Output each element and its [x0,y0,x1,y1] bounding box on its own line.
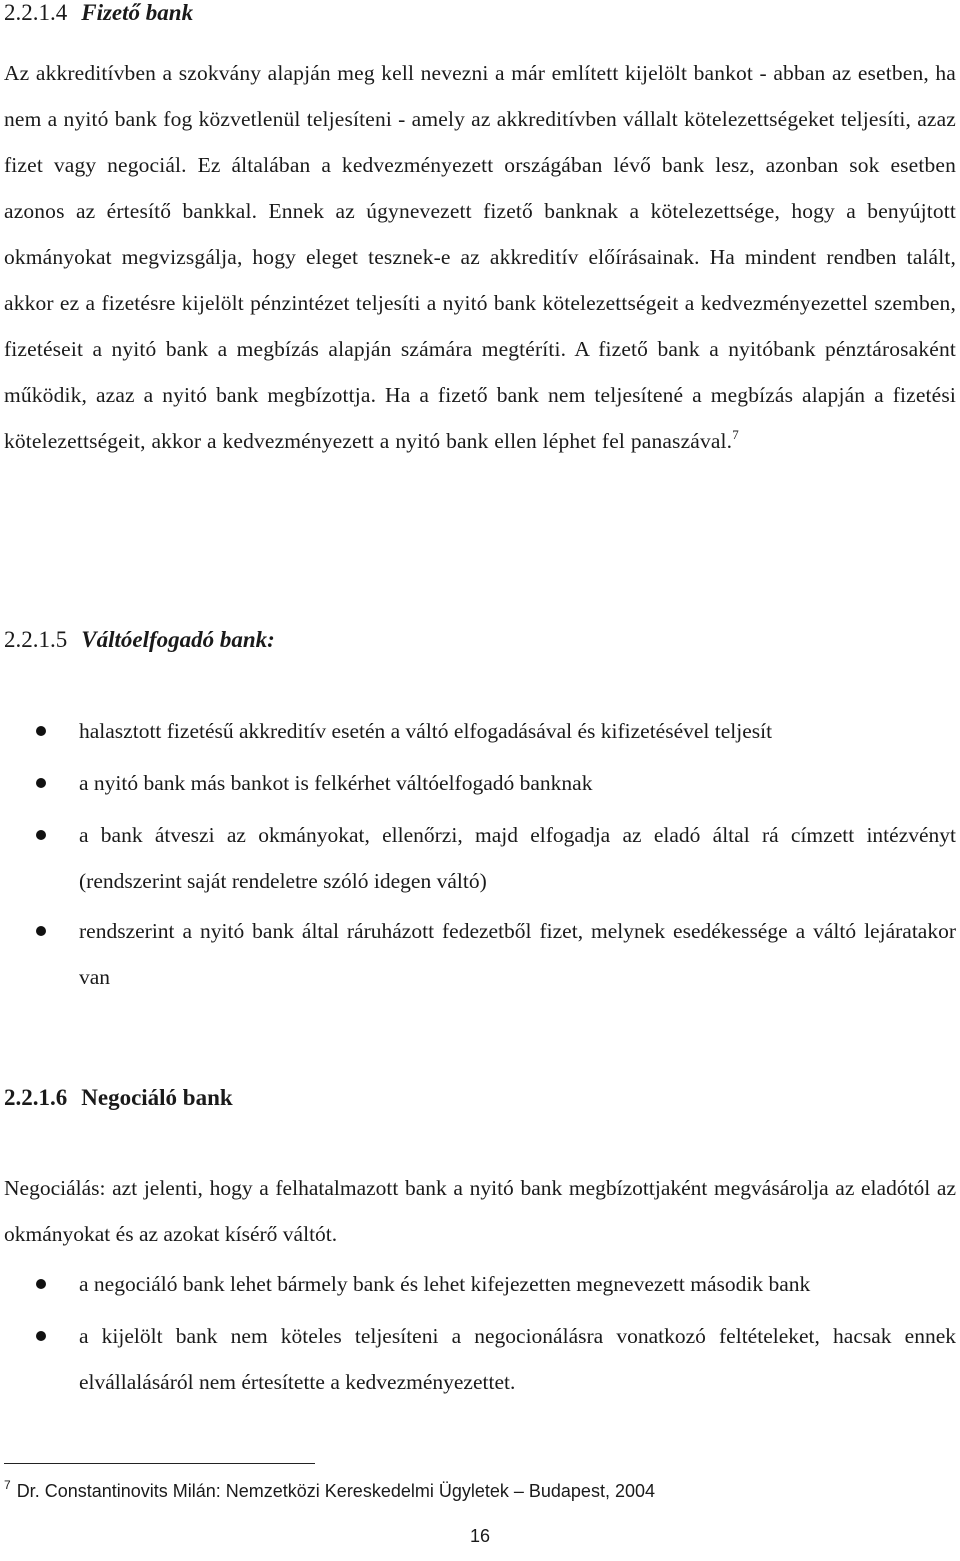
section-paragraph-fizeto-bank [4,50,956,464]
list-item-text: halasztott fizetésű akkreditív esetén a váltó elfogadásával és kifizetésével teljesít [79,719,773,743]
footnote-text: Dr. Constantinovits Milán: Nemzetközi Kereskedelmi Ügyletek – Budapest, 2004 [16,1481,655,1501]
list-item [0,1261,956,1307]
list-item [0,760,956,806]
negocialo-bullet-list [0,1261,956,1405]
list-item-text: a nyitó bank más bankot is felkérhet váltóelfogadó banknak [79,771,593,795]
section-paragraph-negocialo-bank [4,1165,956,1257]
bullet-icon [36,1279,46,1289]
page-number: 16 [469,1526,491,1546]
section-title: Fizető bank [81,0,194,25]
section-heading-2-2-1-6 [4,1084,233,1112]
footnote-reference: 7 [732,427,739,442]
paragraph-text: Az akkreditívben a szokvány alapján meg kell nevezni a már említett kijelölt bankot - abban az esetben, ha nem a nyitó bank fog közvetlenül teljesíteni - amely az akkreditívben vállalt kötelezettségeket teljesíti, azaz fizet vagy negociál. Ez általában a kedvezményezett országában lévő bank lesz, azonban sok esetben azonos az értesítő bankkal. Ennek az úgynevezett fizető banknak a kötelezettsége, hogy a benyújtott okmányokat megvizsgálja, hogy eleget tesznek-e az akkreditív előírásainak. Ha mindent rendben talált, akkor ez a fizetésre kijelölt pénzintézet teljesíti a nyitó bank kötelezettségeit a kedvezményezettel szemben, fizetéseit a nyitó bank a megbízás alapján számára megtéríti. A fizető bank a nyitóbank pénztárosaként működik, azaz a nyitó bank megbízottja. Ha a fizető bank nem teljesítené a megbízás alapján a fizetési kötelezettségeit, akkor a kedvezményezett a nyitó bank ellen léphet fel panaszával. [4,61,956,453]
section-number: 2.2.1.4 [4,0,68,25]
bullet-icon [36,926,46,936]
bullet-icon [36,726,46,736]
list-item-text: rendszerint a nyitó bank által ráruházott fedezetből fizet, melynek esedékessége a váltó lejáratakor van [79,919,956,989]
footnote-separator [4,1463,315,1464]
section-title: Váltóelfogadó bank: [81,627,275,652]
footnote [4,1478,655,1502]
footnote-marker: 7 [4,1478,11,1492]
section-number: 2.2.1.6 [4,1085,68,1110]
paragraph-text: Negociálás: azt jelenti, hogy a felhatalmazott bank a nyitó bank megbízottjaként megvásárolja az eladótól az okmányokat és az azokat kísérő váltót. [4,1176,956,1246]
section-title: Negociáló bank [81,1085,233,1110]
list-item [0,1313,956,1405]
bullet-icon [36,778,46,788]
list-item-text: a negociáló bank lehet bármely bank és lehet kifejezetten megnevezett második bank [79,1272,811,1296]
list-item [0,908,956,1000]
list-item-text: a kijelölt bank nem köteles teljesíteni a negocionálásra vonatkozó feltételeket, hacsak ennek elvállalásáról nem értesítette a kedvezményezettet. [79,1324,956,1394]
bullet-icon [36,830,46,840]
list-item [0,708,956,754]
bullet-icon [36,1331,46,1341]
section-number: 2.2.1.5 [4,627,68,652]
section-heading-2-2-1-5 [4,626,275,654]
list-item [0,812,956,904]
section-heading-2-2-1-4 [4,0,193,27]
valtoelfogado-bullet-list [0,708,956,1000]
list-item-text: a bank átveszi az okmányokat, ellenőrzi, majd elfogadja az eladó által rá címzett intézvényt (rendszerint saját rendeletre szóló idegen váltó) [79,823,956,893]
